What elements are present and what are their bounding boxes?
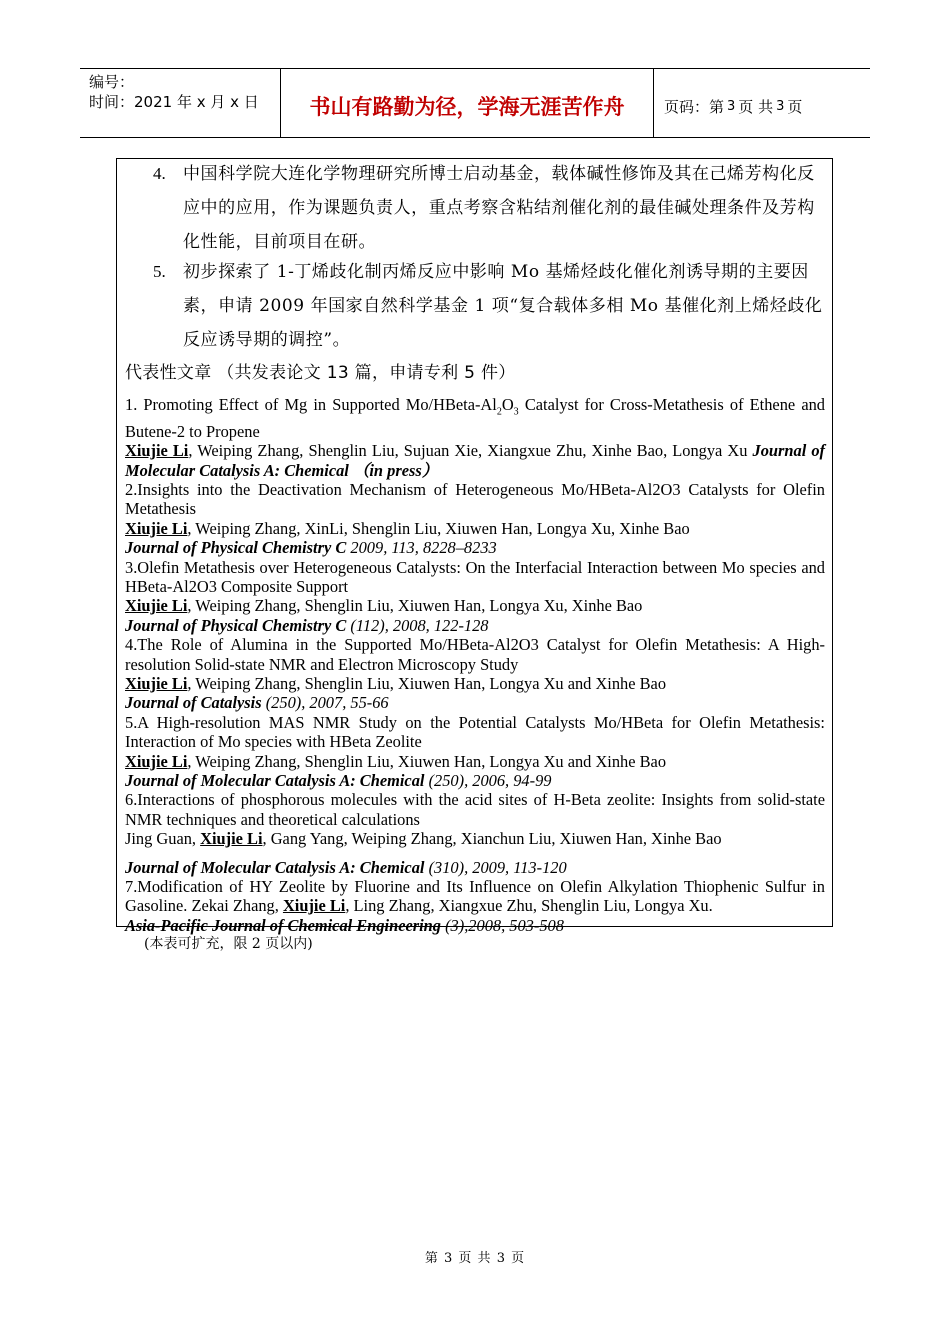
header-left-cell [80,69,281,137]
reference-details: (310), 2009, 113-120 [428,857,567,877]
reference-journal: Asia-Pacific Journal of Chemical Engineering [125,915,446,935]
reference-title [125,877,825,916]
table-note: (本表可扩充，限 2 页以内) [144,936,313,952]
reference-title-part: Catalyst for Cross-Metathesis of Ethene and Butene-2 to Propene [125,395,825,441]
representative-papers-title: 代表性文章 （共发表论文 13 篇，申请专利 5 件） [125,363,516,383]
reference-journal: Journal of Physical Chemistry C [125,615,351,635]
reference-authors [125,674,825,693]
reference-author-list: Jing Guan, [125,829,201,849]
author-highlight: Xiujie Li [125,596,188,616]
reference-details: (250), 2007, 55-66 [265,693,389,713]
reference-author-list: , Ling Zhang, Xiangxue Zhu, Shenglin Liu, Longya Xu. [345,896,713,916]
reference-journal: Journal of Molecular Catalysis A: Chemical [125,441,825,480]
document-time-label: 时间：2021 年 x 月 x 日 [89,93,259,111]
subscript: 3 [513,406,519,418]
reference-title-part: 7.Modification of HY Zeolite by Fluorine and Its Influence on Olefin Alkylation Thiophenic Sulfur in Gasoline. Zekai Zhang, [125,877,825,916]
page-header [80,68,870,138]
page-mid: 页 共 [738,97,774,116]
header-motto: 书山有路勤为径，学海无涯苦作舟 [309,95,625,119]
project-item [153,157,828,259]
reference-authors [125,441,825,480]
reference-details: (250), 2006, 94-99 [428,771,552,790]
author-highlight: Xiujie Li [125,751,188,771]
author-highlight: Xiujie Li [125,673,188,693]
reference-journal: Journal of Molecular Catalysis A: Chemical [125,857,429,877]
reference-title-part: 1. Promoting Effect of Mg in Supported Mo/HBeta-Al [125,395,497,414]
reference-journal: Journal of Molecular Catalysis A: Chemical [125,771,429,790]
page-prefix: 页码：第 [664,97,725,116]
page-suffix: 页 [787,97,803,116]
reference-journal: Journal of Physical Chemistry C [125,538,351,558]
reference-citation [125,693,825,712]
reference-title [125,395,825,441]
subscript: 2 [496,406,502,418]
reference-journal: Journal of Catalysis [125,693,266,713]
project-item-number: 4. [153,164,166,183]
header-page-cell [654,69,870,137]
reference-details: （in press） [352,460,439,480]
reference-details: 2009, 113, 8228–8233 [350,538,497,558]
page-footer: 第 3 页 共 3 页 [424,1251,526,1266]
content-table-box [116,158,833,935]
reference-title: 5.A High-resolution MAS NMR Study on the Potential Catalysts Mo/HBeta for Olefin Metathesis: Interaction of Mo species with HBeta Zeolite [125,712,825,752]
spacer [125,849,825,858]
document-number-label: 编号： [89,73,135,91]
header-motto-cell [281,69,654,137]
reference-title: 6.Interactions of phosphorous molecules with the acid sites of H-Beta zeolite: Insights from solid-state NMR techniques and theoretical calculations [125,790,825,829]
reference-author-list: , Weiping Zhang, Shenglin Liu, Xiuwen Han, Longya Xu and Xinhe Bao [187,751,667,771]
reference-citation [125,771,825,790]
reference-author-list: , Weiping Zhang, Shenglin Liu, Xiuwen Han, Longya Xu, Xinhe Bao [187,596,643,616]
project-item-text: 中国科学院大连化学物理研究所博士启动基金，载体碱性修饰及其在己烯芳构化反应中的应用，作为课题负责人，重点考察含粘结剂催化剂的最佳碱处理条件及芳构化性能，目前项目在研。 [183,164,815,252]
reference-authors [125,596,825,615]
page-total: 3 [776,98,785,114]
reference-author-list: , Weiping Zhang, Shenglin Liu, Sujuan Xie, Xiangxue Zhu, Xinhe Bao, Longya Xu [188,441,753,461]
reference-author-list: , Weiping Zhang, XinLi, Shenglin Liu, Xiuwen Han, Longya Xu, Xinhe Bao [187,518,690,538]
project-item [153,255,828,357]
author-highlight: Xiujie Li [125,441,189,461]
reference-title: 4.The Role of Alumina in the Supported Mo/HBeta-Al2O3 Catalyst for Olefin Metathesis: A High-resolution Solid-state NMR and Electron Microscopy Study [125,635,825,674]
reference-details: (112), 2008, 122-128 [350,615,489,635]
author-highlight: Xiujie Li [125,518,188,538]
reference-author-list: , Weiping Zhang, Shenglin Liu, Xiuwen Han, Longya Xu and Xinhe Bao [187,673,667,693]
project-item-text: 初步探索了 1-丁烯歧化制丙烯反应中影响 Mo 基烯烃歧化催化剂诱导期的主要因素，申请 2009 年国家自然科学基金 1 项“复合载体多相 Mo 基催化剂上烯烃歧化反应诱导期的调控”。 [183,262,823,350]
reference-author-list: , Gang Yang, Weiping Zhang, Xianchun Liu, Xiuwen Han, Xinhe Bao [262,829,722,849]
reference-details: (3),2008, 503-508 [445,915,564,935]
reference-title: 3.Olefin Metathesis over Heterogeneous Catalysts: On the Interfacial Interaction between Mo species and HBeta-Al2O3 Composite Support [125,557,825,596]
reference-citation [125,616,825,635]
page-current: 3 [727,98,736,114]
reference-title: 2.Insights into the Deactivation Mechanism of Heterogeneous Mo/HBeta-Al2O3 Catalysts for Olefin Metathesis [125,479,825,519]
project-item-number: 5. [153,262,166,281]
author-highlight: Xiujie Li [282,896,346,916]
author-highlight: Xiujie Li [200,829,263,849]
reference-citation [125,538,825,557]
reference-citation [125,858,825,877]
reference-authors [125,519,825,538]
reference-title-part: O [501,395,514,414]
reference-authors [125,829,825,848]
reference-list [125,395,825,935]
reference-authors [125,752,825,771]
